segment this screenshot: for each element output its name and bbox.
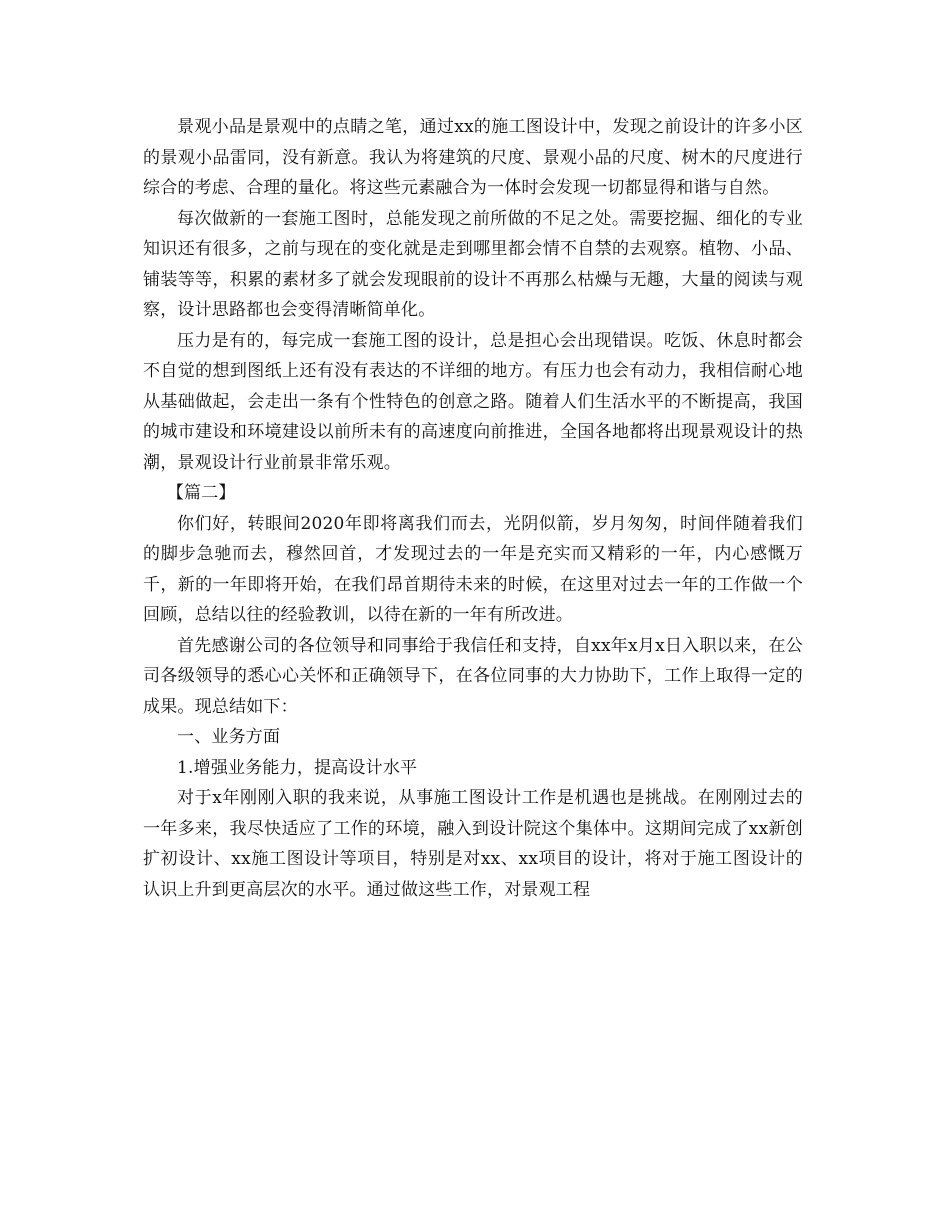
paragraph-landscape-features: 景观小品是景观中的点睛之笔，通过xx的施工图设计中，发现之前设计的许多小区的景观小品雷同，没有新意。我认为将建筑的尺度、景观小品的尺度、树木的尺度进行综合的考虑、合理的量化。将这些元素融合为一体时会发现一切都显得和谐与自然。 bbox=[143, 117, 803, 198]
paragraph-new-drawings: 每次做新的一套施工图时，总能发现之前所做的不足之处。需要挖掘、细化的专业知识还有很多，之前与现在的变化就是走到哪里都会情不自禁的去观察。植物、小品、铺装等等，积累的素材多了就会发现眼前的设计不再那么枯燥与无趣，大量的阅读与观察，设计思路都也会变得清晰简单化。 bbox=[143, 208, 803, 320]
heading-improve-skills: 1.增强业务能力，提高设计水平 bbox=[177, 757, 418, 778]
section-marker: 【篇二】 bbox=[166, 483, 236, 503]
paragraph-greeting: 你们好，转眼间2020年即将离我们而去，光阴似箭，岁月匆匆，时间伴随着我们的脚步急驰而去，穆然回首，才发现过去的一年是充实而又精彩的一年，内心感慨万千，新的一年即将开始，在我们昂首期待未来的时候，在这里对过去一年的工作做一个回顾，总结以往的经验教训，以待在新的一年有所改进。 bbox=[143, 513, 803, 625]
paragraph-thanks: 首先感谢公司的各位领导和同事给于我信任和支持，自xx年x月x日入职以来，在公司各级领导的悉心心关怀和正确领导下，在各位同事的大力协助下，工作上取得一定的成果。现总结如下： bbox=[143, 635, 803, 717]
document-body bbox=[143, 112, 803, 905]
heading-business: 一、业务方面 bbox=[177, 727, 281, 747]
paragraph-pressure: 压力是有的，每完成一套施工图的设计，总是担心会出现错误。吃饭、休息时都会不自觉的想到图纸上还有没有表达的不详细的地方。有压力也会有动力，我相信耐心地从基础做起，会走出一条有个性特色的创意之路。随着人们生活水平的不断提高，我国的城市建设和环境建设以前所未有的高速度向前推进，全国各地都将出现景观设计的热潮，景观设计行业前景非常乐观。 bbox=[143, 330, 803, 473]
paragraph-new-hire: 对于x年刚刚入职的我来说，从事施工图设计工作是机遇也是挑战。在刚刚过去的一年多来，我尽快适应了工作的环境，融入到设计院这个集体中。这期间完成了xx新创扩初设计、xx施工图设计等项目，特别是对xx、xx项目的设计，将对于施工图设计的认识上升到更高层次的水平。通过做这些工作，对景观工程 bbox=[143, 788, 803, 900]
